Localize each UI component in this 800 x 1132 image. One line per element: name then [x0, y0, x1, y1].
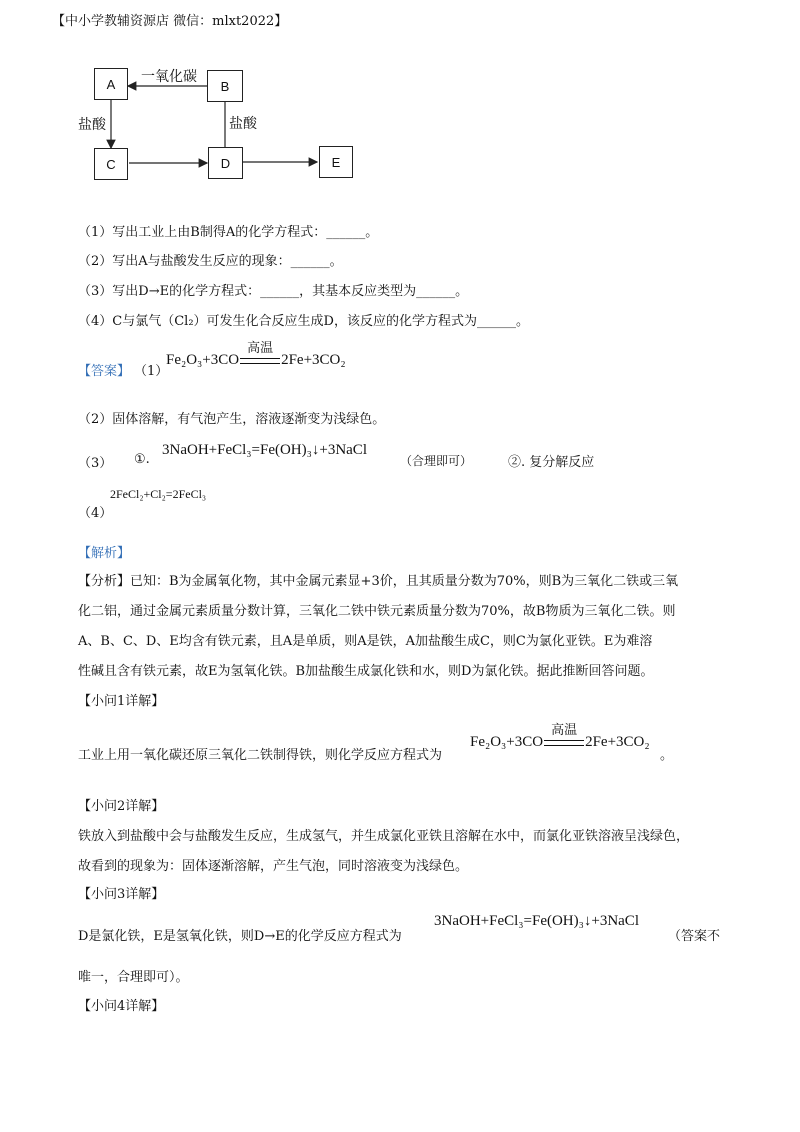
subquestion-4-title: 【小问4详解】	[78, 999, 165, 1014]
answer-tag: 【答案】	[78, 364, 131, 379]
box-d: D	[208, 147, 243, 179]
box-a: A	[94, 68, 128, 100]
box-e: E	[319, 146, 353, 178]
subquestion-1-title: 【小问1详解】	[78, 694, 165, 709]
box-b: B	[207, 70, 243, 102]
sq1-equation-right: 2Fe+3CO₂	[585, 734, 650, 750]
subquestion-1-equation	[470, 723, 650, 751]
analysis-tag: 【解析】	[78, 546, 131, 561]
question-2: （2）写出A与盐酸发生反应的现象：______。	[78, 254, 343, 269]
question-1: （1）写出工业上由B制得A的化学方程式：______。	[78, 225, 379, 240]
analysis-line-4: 性碱且含有铁元素，故E为氢氧化铁。B加盐酸生成氯化铁和水，则D为氯化铁。据此推断回答问题。	[78, 664, 654, 679]
sq1-equation-left: Fe₂O₃+3CO	[470, 734, 544, 750]
answer-3-prefix: （3）	[78, 456, 113, 471]
subquestion-2-line-1: 铁放入到盐酸中会与盐酸发生反应，生成氢气，并生成氯化亚铁且溶解在水中，而氯化亚铁溶液呈浅绿色，	[78, 829, 690, 844]
equation-1	[166, 341, 346, 369]
subquestion-3-text: D是氯化铁，E是氢氧化铁，则D→E的化学反应方程式为	[78, 929, 402, 944]
answer-3-mark-1: ①.	[134, 452, 150, 467]
subquestion-1-end: 。	[660, 748, 674, 763]
question-4: （4）C与氯气（Cl₂）可发生化合反应生成D，该反应的化学方程式为______。	[78, 314, 529, 329]
label-co: 一氧化碳	[141, 69, 197, 85]
question-3: （3）写出D→E的化学方程式：______，其基本反应类型为______。	[78, 284, 469, 299]
sq1-equation-condition: 高温	[551, 723, 578, 738]
subquestion-3-equation: 3NaOH+FeCl₃=Fe(OH)₃↓+3NaCl	[434, 913, 639, 929]
answer-3-note: （合理即可）	[400, 454, 473, 468]
equation-4: 2FeCl₂+Cl₂=2FeCl₃	[110, 487, 207, 501]
subquestion-2-title: 【小问2详解】	[78, 799, 165, 814]
equation-1-left: Fe₂O₃+3CO	[166, 352, 240, 368]
subquestion-3-title: 【小问3详解】	[78, 887, 165, 902]
label-hcl-left: 盐酸	[78, 117, 106, 133]
label-hcl-right: 盐酸	[229, 116, 257, 132]
subquestion-3-tail: （答案不	[668, 929, 721, 944]
box-c: C	[94, 148, 128, 180]
answer-1-prefix: （1）	[134, 364, 169, 379]
analysis-line-1: 【分析】已知：B为金属氧化物，其中金属元素显+3价，且其质量分数为70%，则B为三氧化二铁或三氧	[78, 574, 679, 589]
subquestion-2-line-2: 故看到的现象为：固体逐渐溶解，产生气泡，同时溶液变为浅绿色。	[78, 859, 469, 874]
analysis-line-2: 化二铝，通过金属元素质量分数计算，三氧化二铁中铁元素质量分数为70%，故B物质为三氧化二铁。则	[78, 604, 676, 619]
equation-1-condition: 高温	[247, 341, 274, 356]
answer-2: （2）固体溶解，有气泡产生，溶液逐渐变为浅绿色。	[78, 412, 386, 427]
answer-4-prefix: （4）	[78, 506, 113, 521]
equation-3: 3NaOH+FeCl₃=Fe(OH)₃↓+3NaCl	[162, 442, 367, 458]
subquestion-1-text: 工业上用一氧化碳还原三氧化二铁制得铁，则化学反应方程式为	[78, 748, 443, 763]
equation-1-right: 2Fe+3CO₂	[281, 352, 346, 368]
analysis-line-3: A、B、C、D、E均含有铁元素，且A是单质，则A是铁，A加盐酸生成C，则C为氯化亚铁。E为难溶	[78, 634, 653, 649]
header-text: 【中小学教辅资源店 微信：mlxt2022】	[52, 14, 288, 29]
answer-3-mark-2: ②. 复分解反应	[508, 455, 595, 470]
subquestion-3-line-2: 唯一，合理即可）。	[78, 970, 189, 985]
